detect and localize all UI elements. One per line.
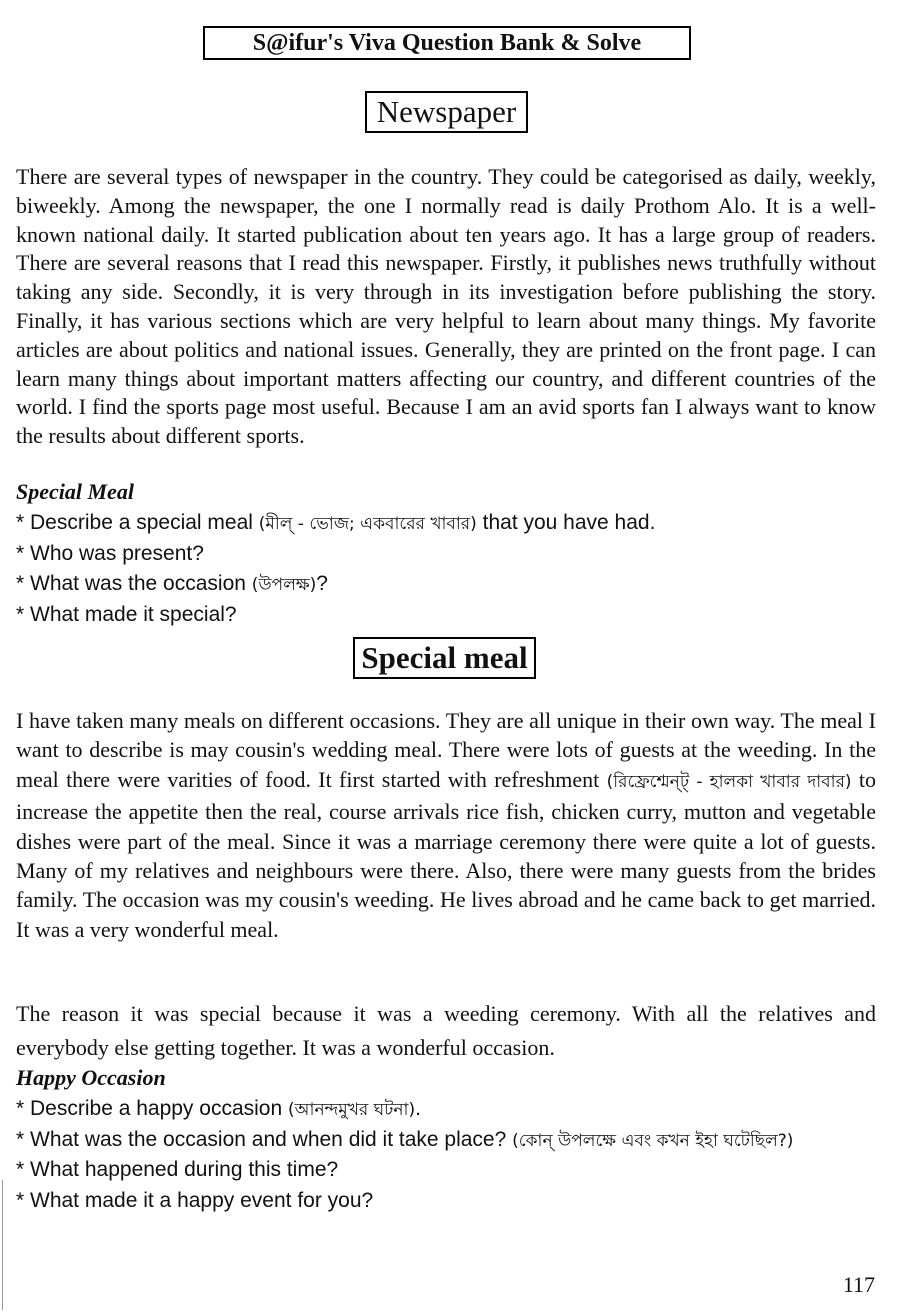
topic-heading-special-meal: Special Meal: [16, 479, 134, 504]
question-tail: that you have had.: [476, 511, 656, 534]
question-item: [16, 1094, 896, 1125]
newspaper-paragraph: There are several types of newspaper in the country. They could be categorised as daily, weekly, biweekly. Among the newspaper, the one I normally read is daily Prothom Alo. It is a well-known national daily. It started publication about ten years ago. It has a large group of readers. There are several reasons that I read this newspaper. Firstly, it publishes news truthfully without taking any side. Secondly, it is very through in its investigation before publishing the story. Finally, it has various sections which are very helpful to learn about many things. My favorite articles are about politics and national issues. Generally, they are printed on the front page. I can learn many things about important matters affecting our country, and different countries of the world. I find the sports page most useful. Because I am an avid sports fan I always want to know the results about different sports.: [16, 164, 876, 449]
question-text: * Who was present?: [16, 541, 204, 565]
bengali-note: (আনন্দমুখর ঘটনা): [288, 1100, 416, 1120]
special-meal-reason-paragraph: The reason it was special because it was a weeding ceremony. With all the relatives and everybody else getting together. It was a wonderful occasion.: [16, 1001, 876, 1060]
page-edge-line: [2, 1180, 3, 1310]
question-text: * Describe a special meal: [16, 511, 259, 534]
question-text: * What happened during this time?: [16, 1158, 339, 1181]
question-item: [16, 508, 896, 539]
question-item: [16, 1155, 896, 1186]
special-meal-question-list: [16, 508, 896, 630]
bengali-note: (মীল্ - ভোজ; একবারের খাবার): [258, 514, 477, 534]
question-text: * What made it special?: [16, 602, 237, 626]
page-number: 117: [842, 1272, 875, 1297]
question-text: * What was the occasion: [16, 572, 252, 595]
question-item: [16, 569, 896, 600]
question-item: [16, 600, 896, 631]
bengali-note: (উপলক্ষ): [251, 575, 317, 595]
question-text: * What made it a happy event for you?: [16, 1188, 374, 1212]
question-text: * What was the occasion and when did it take place?: [16, 1127, 513, 1151]
question-item: [16, 1186, 896, 1217]
running-header: S@ifur's Viva Question Bank & Solve: [203, 26, 691, 60]
question-item: [16, 539, 896, 570]
question-tail: .: [415, 1097, 421, 1120]
question-item: [16, 1125, 896, 1156]
question-text: * Describe a happy occasion: [16, 1097, 288, 1120]
happy-occasion-question-list: [16, 1094, 896, 1216]
question-tail: ?: [316, 572, 328, 595]
bengali-note: (কোন্ উপলক্ষে এবং কখন ইহা ঘটেছিল?): [512, 1130, 794, 1151]
section-title-special-meal: Special meal: [353, 637, 536, 679]
bengali-note: (রিফ্রেশ্মেন্ট্ - হালকা খাবার দাবার): [606, 771, 852, 792]
paragraph-text: I have taken many meals on different occasions. They are all unique in their own way. The meal I want to describe is may cousin's wedding meal. There were lots of guests at the weeding. In the meal there were varities of food. It first started with refreshment: [16, 708, 876, 792]
special-meal-paragraph: [16, 706, 876, 944]
section-title-newspaper: Newspaper: [365, 91, 528, 133]
paragraph-text: to increase the appetite then the real, course arrivals rice fish, chicken curry, mutton and vegetable dishes were part of the meal. Since it was a marriage ceremony there were quite a lot of guests. Many of my relatives and neighbours were there. Also, there were many guests from the brides family. The occasion was my cousin's weeding. He lives abroad and he came back to get married. It was a very wonderful meal.: [16, 766, 876, 942]
topic-heading-happy-occasion: Happy Occasion: [16, 1065, 166, 1090]
